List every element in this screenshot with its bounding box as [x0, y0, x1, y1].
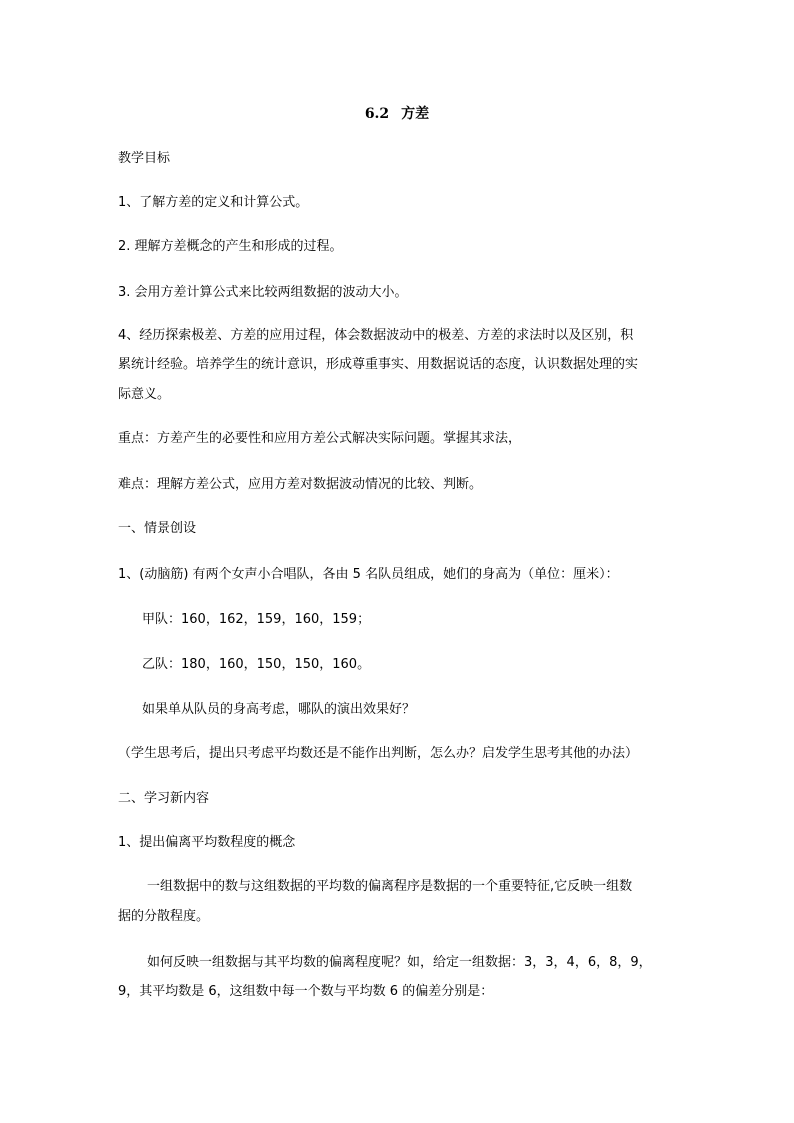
scenario-question: 1、(动脑筋) 有两个女声小合唱队，各由 5 名队员组成，她们的身高为（单位：厘米）：: [118, 567, 619, 582]
section-heading-teaching-goals: 教学目标: [118, 151, 171, 166]
team-a-heights: 甲队：160，162，159，160，159；: [142, 612, 371, 627]
difficult-point-paragraph: 难点：理解方差公式，应用方差对数据波动情况的比较、判断。: [118, 477, 483, 492]
section-heading-scenario: 一、情景创设: [118, 521, 197, 536]
goal-item-1: 1、了解方差的定义和计算公式。: [118, 195, 309, 210]
goal-item-4-line-3: 际意义。: [118, 387, 171, 402]
goal-item-2: 2. 理解方差概念的产生和形成的过程。: [118, 239, 343, 254]
title-text: 方差: [401, 106, 430, 122]
key-point-paragraph: 重点：方差产生的必要性和应用方差公式解决实际问题。掌握其求法，: [118, 431, 522, 446]
deviation-paragraph-line-1: 一组数据中的数与这组数据的平均数的偏离程序是数据的一个重要特征,它反映一组数: [147, 879, 633, 894]
scenario-followup-question: 如果单从队员的身高考虑，哪队的演出效果好？: [142, 702, 416, 717]
example-paragraph-line-2: 9，其平均数是 6，这组数中每一个数与平均数 6 的偏差分别是：: [118, 984, 494, 999]
team-b-heights: 乙队：180，160，150，150，160。: [142, 657, 371, 672]
goal-item-4-line-1: 4、经历探索极差、方差的应用过程，体会数据波动中的极差、方差的求法时以及区别，积: [118, 328, 634, 343]
teacher-note: （学生思考后，提出只考虑平均数还是不能作出判断，怎么办？启发学生思考其他的办法）: [118, 746, 639, 761]
subsection-heading-deviation: 1、提出偏离平均数程度的概念: [118, 835, 296, 850]
goal-item-4-line-2: 累统计经验。培养学生的统计意识，形成尊重事实、用数据说话的态度，认识数据处理的实: [118, 357, 639, 372]
page-title: [0, 105, 794, 123]
deviation-paragraph-line-2: 据的分散程度。: [118, 909, 210, 924]
title-number: 6.2: [364, 106, 390, 122]
section-heading-new-content: 二、学习新内容: [118, 791, 210, 806]
goal-item-3: 3. 会用方差计算公式来比较两组数据的波动大小。: [118, 285, 408, 300]
example-paragraph-line-1: 如何反映一组数据与其平均数的偏离程度呢？如，给定一组数据：3，3，4，6，8，9，: [147, 955, 652, 970]
